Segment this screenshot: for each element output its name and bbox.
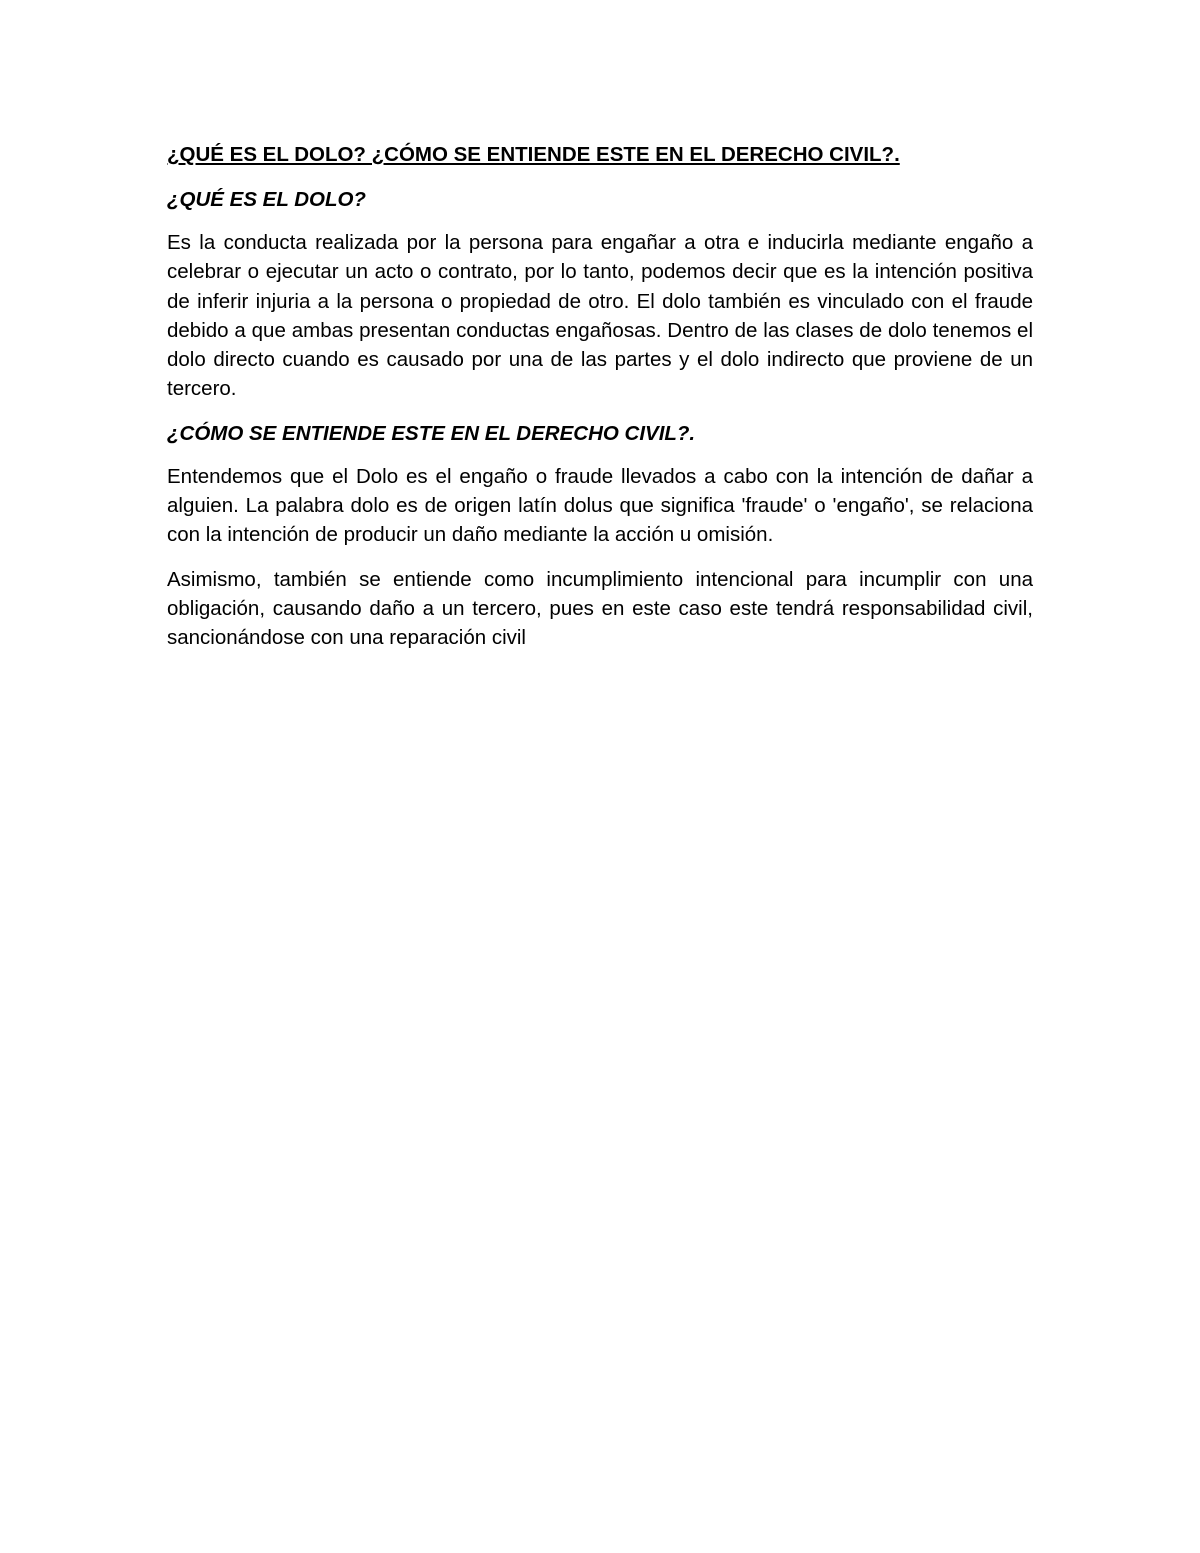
paragraph-civil-liability: Asimismo, también se entiende como incumplimiento intencional para incumplir con una obligación, causando daño a un tercero, pues en este caso este tendrá responsabilidad civil, sancionándose con una reparación civil	[167, 567, 1033, 650]
paragraph-definition: Es la conducta realizada por la persona para engañar a otra e inducirla mediante engaño a celebrar o ejecutar un acto o contrato, por lo tanto, podemos decir que es la intención positiva de inferir injuria a la persona o propiedad de otro. El dolo también es vinculado con el fraude debido a que ambas presentan conductas engañosas. Dentro de las clases de dolo tenemos el dolo directo cuando es causado por una de las partes y el dolo indirecto que proviene de un tercero.	[167, 231, 1033, 401]
section-heading-que-es-el-dolo: ¿QUÉ ES EL DOLO?	[167, 188, 366, 211]
document-body	[167, 140, 1033, 668]
document-title: ¿QUÉ ES EL DOLO? ¿CÓMO SE ENTIENDE ESTE EN EL DERECHO CIVIL?.	[167, 143, 900, 166]
paragraph-civil-meaning: Entendemos que el Dolo es el engaño o fraude llevados a cabo con la intención de dañar a alguien. La palabra dolo es de origen latín dolus que significa 'fraude' o 'engaño', se relaciona con la intención de producir un daño mediante la acción u omisión.	[167, 464, 1033, 547]
section-heading-derecho-civil: ¿CÓMO SE ENTIENDE ESTE EN EL DERECHO CIVIL?.	[167, 421, 696, 445]
